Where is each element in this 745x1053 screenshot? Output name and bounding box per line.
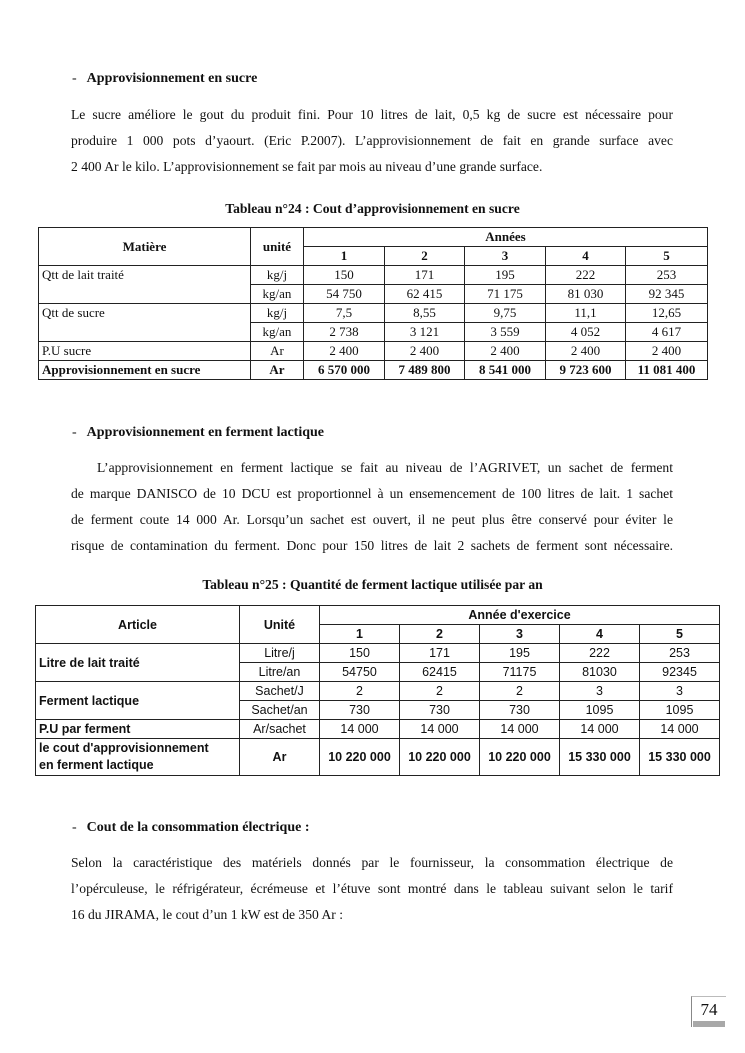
value-cell: 14 000 <box>400 720 480 739</box>
value-cell: 2 400 <box>385 342 465 361</box>
value-cell: 222 <box>546 266 626 285</box>
total-value: 10 220 000 <box>400 739 480 776</box>
value-cell: 81 030 <box>546 285 626 304</box>
total-value: 7 489 800 <box>385 361 465 380</box>
value-cell: 4 052 <box>546 323 626 342</box>
total-label: le cout d'approvisionnement en ferment lactique <box>36 739 240 776</box>
table-row <box>36 644 720 663</box>
value-cell: 171 <box>385 266 465 285</box>
value-cell: 71 175 <box>465 285 546 304</box>
value-cell: 4 617 <box>626 323 708 342</box>
value-cell: 8,55 <box>385 304 465 323</box>
total-value: 10 220 000 <box>480 739 560 776</box>
value-cell: 171 <box>400 644 480 663</box>
header-matiere: Matière <box>39 228 251 266</box>
value-cell: 81030 <box>560 663 640 682</box>
page-number-shadow <box>693 1021 725 1027</box>
value-cell: 3 559 <box>465 323 546 342</box>
value-cell: 730 <box>320 701 400 720</box>
total-value: 15 330 000 <box>640 739 720 776</box>
value-cell: 12,65 <box>626 304 708 323</box>
value-cell: 1095 <box>640 701 720 720</box>
value-cell: 11,1 <box>546 304 626 323</box>
total-value: 11 081 400 <box>626 361 708 380</box>
header-unite: Unité <box>240 606 320 644</box>
year-header: 5 <box>640 625 720 644</box>
row-label: P.U par ferment <box>36 720 240 739</box>
section-heading-sucre: - Approvisionnement en sucre <box>72 71 258 86</box>
value-cell: 3 <box>640 682 720 701</box>
header-unite: unité <box>251 228 304 266</box>
year-header: 3 <box>465 247 546 266</box>
value-cell: 222 <box>560 644 640 663</box>
total-value: 8 541 000 <box>465 361 546 380</box>
value-cell: 1095 <box>560 701 640 720</box>
table-row <box>39 266 708 285</box>
year-header: 1 <box>304 247 385 266</box>
unit-cell: Sachet/J <box>240 682 320 701</box>
table24-caption: Tableau n°24 : Cout d’approvisionnement en sucre <box>225 201 520 216</box>
unit-cell: kg/j <box>251 304 304 323</box>
value-cell: 71175 <box>480 663 560 682</box>
value-cell: 2 400 <box>465 342 546 361</box>
unit-cell: Ar/sachet <box>240 720 320 739</box>
table-row <box>36 682 720 701</box>
year-header: 4 <box>546 247 626 266</box>
value-cell: 253 <box>626 266 708 285</box>
value-cell: 14 000 <box>480 720 560 739</box>
header-annees: Années <box>304 228 708 247</box>
total-value: 15 330 000 <box>560 739 640 776</box>
value-cell: 92 345 <box>626 285 708 304</box>
value-cell: 2 <box>480 682 560 701</box>
value-cell: 195 <box>465 266 546 285</box>
value-cell: 2 400 <box>304 342 385 361</box>
paragraph-sucre: Le sucre améliore le gout du produit fini. Pour 10 litres de lait, 0,5 kg de sucre est nécessaire pour produire 1 000 pots d’yaourt. (Eric P.2007). L’approvisionnement de fait en grande surface avec 2 400 Ar le kilo. L’approvisionnement se fait par mois au niveau d’une grande surface. <box>71 107 673 174</box>
unit-cell: kg/an <box>251 285 304 304</box>
value-cell: 14 000 <box>320 720 400 739</box>
unit-cell: Sachet/an <box>240 701 320 720</box>
value-cell: 62 415 <box>385 285 465 304</box>
value-cell: 2 <box>320 682 400 701</box>
value-cell: 14 000 <box>560 720 640 739</box>
total-value: 10 220 000 <box>320 739 400 776</box>
value-cell: 62415 <box>400 663 480 682</box>
year-header: 2 <box>400 625 480 644</box>
unit-cell: Litre/j <box>240 644 320 663</box>
row-label: Litre de lait traité <box>36 644 240 682</box>
year-header: 3 <box>480 625 560 644</box>
total-value: 6 570 000 <box>304 361 385 380</box>
unit-cell: Ar <box>251 342 304 361</box>
page-number: 74 <box>700 1000 718 1019</box>
table-ferment <box>35 605 720 776</box>
value-cell: 3 121 <box>385 323 465 342</box>
value-cell: 195 <box>480 644 560 663</box>
row-label: Ferment lactique <box>36 682 240 720</box>
year-header: 2 <box>385 247 465 266</box>
value-cell: 54750 <box>320 663 400 682</box>
unit-cell: kg/an <box>251 323 304 342</box>
value-cell: 7,5 <box>304 304 385 323</box>
value-cell: 730 <box>480 701 560 720</box>
value-cell: 2 400 <box>546 342 626 361</box>
year-header: 5 <box>626 247 708 266</box>
paragraph-ferment: L’approvisionnement en ferment lactique se fait au niveau de l’AGRIVET, un sachet de ferment de marque DANISCO de 10 DCU est proportionnel à un ensemencement de 100 litres de lait. 1 sachet de ferment coute 14 000 Ar. Lorsqu’un sachet est ouvert, il ne peut plus être conservé pour éviter le risque de contamination du ferment. Donc pour 150 litres de lait 2 sachets de ferment sont nécessaire. <box>71 460 673 553</box>
value-cell: 92345 <box>640 663 720 682</box>
row-label: Qtt de lait traité <box>39 266 251 304</box>
section-heading-ferment: - Approvisionnement en ferment lactique <box>72 425 325 440</box>
value-cell: 2 <box>400 682 480 701</box>
value-cell: 9,75 <box>465 304 546 323</box>
table25-caption: Tableau n°25 : Quantité de ferment lactique utilisée par an <box>202 577 543 592</box>
unit-cell: Ar <box>251 361 304 380</box>
table-row <box>39 342 708 361</box>
value-cell: 54 750 <box>304 285 385 304</box>
unit-cell: Litre/an <box>240 663 320 682</box>
unit-cell: Ar <box>240 739 320 776</box>
year-header: 4 <box>560 625 640 644</box>
year-header: 1 <box>320 625 400 644</box>
value-cell: 2 400 <box>626 342 708 361</box>
total-row <box>39 361 708 380</box>
value-cell: 730 <box>400 701 480 720</box>
value-cell: 150 <box>320 644 400 663</box>
unit-cell: kg/j <box>251 266 304 285</box>
table-row <box>39 304 708 323</box>
total-label: Approvisionnement en sucre <box>39 361 251 380</box>
value-cell: 253 <box>640 644 720 663</box>
section-heading-electricite: - Cout de la consommation électrique : <box>72 820 310 835</box>
value-cell: 150 <box>304 266 385 285</box>
value-cell: 3 <box>560 682 640 701</box>
paragraph-electricite: Selon la caractéristique des matériels donnés par le fournisseur, la consommation électrique de l’opérculeuse, le réfrigérateur, écrémeuse et l’étuve sont montré dans le tableau suivant selon le tarif 16 du JIRAMA, le cout d’un 1 kW est de 350 Ar : <box>71 855 673 922</box>
header-article: Article <box>36 606 240 644</box>
total-value: 9 723 600 <box>546 361 626 380</box>
row-label: P.U sucre <box>39 342 251 361</box>
row-label: Qtt de sucre <box>39 304 251 342</box>
table-row <box>36 720 720 739</box>
total-row <box>36 739 720 776</box>
header-annee: Année d'exercice <box>320 606 720 625</box>
value-cell: 14 000 <box>640 720 720 739</box>
value-cell: 2 738 <box>304 323 385 342</box>
table-sugar-supply <box>38 227 708 380</box>
